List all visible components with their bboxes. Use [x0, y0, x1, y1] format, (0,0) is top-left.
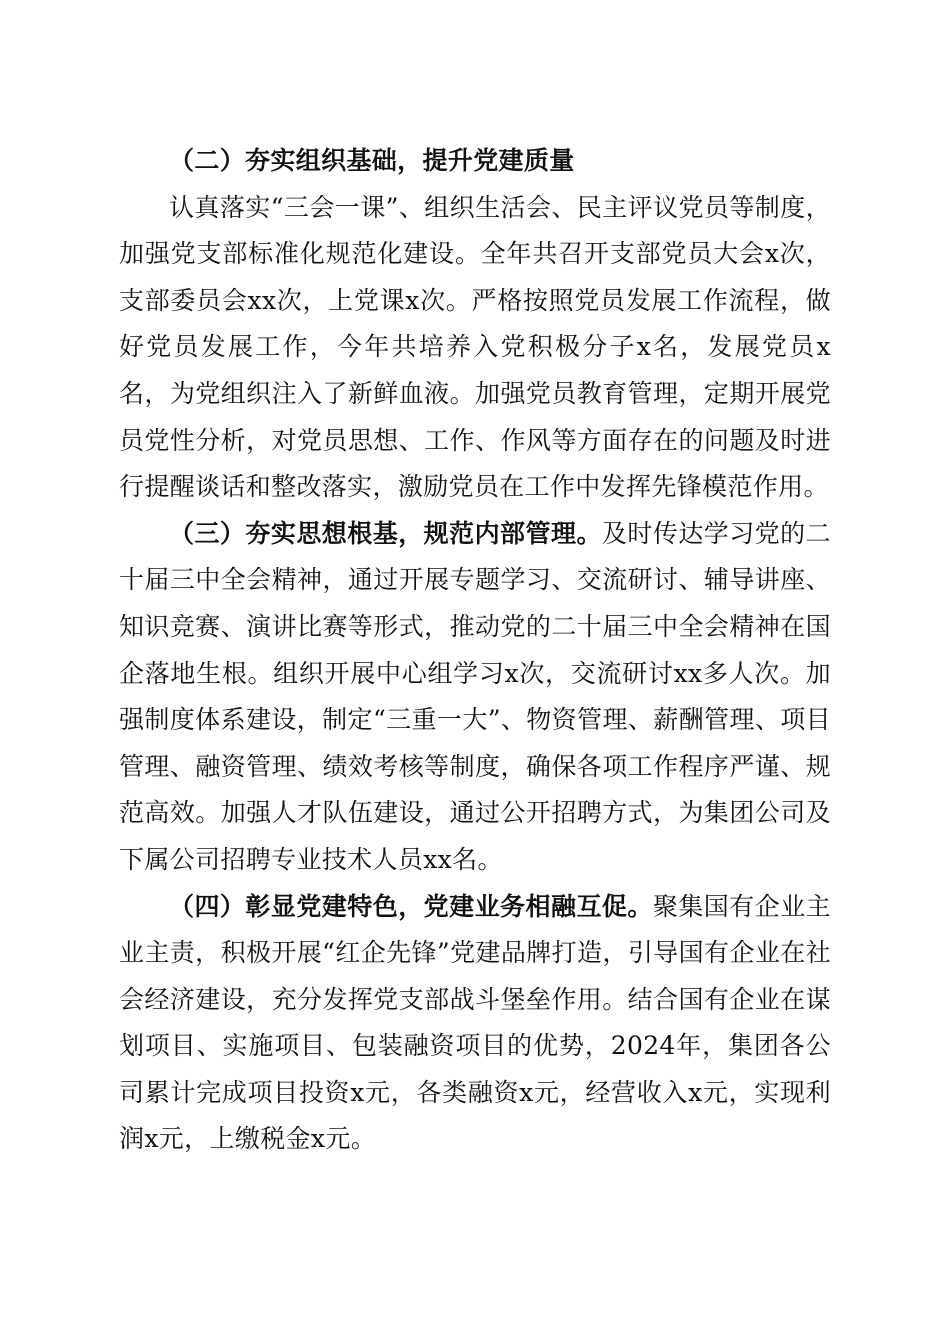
section-body-4: 聚集国有企业主业主责，积极开展“红企先锋”党建品牌打造，引导国有企业在社会经济建设，充分发挥党支部战斗堡垒作用。结合国有企业在谋划项目、实施项目、包装融资项目的优势，2024年，集团各公司累计完成项目投资x元，各类融资x元，经营收入x元，实现利润x元，上缴税金x元。	[119, 891, 832, 1154]
section-paragraph-4	[119, 884, 831, 1164]
section-heading-2: （二）夯实组织基础，提升党建质量	[169, 146, 575, 175]
section-paragraph-3	[119, 511, 831, 884]
document-page	[119, 138, 831, 1163]
section-lead-4: （四）彰显党建特色，党建业务相融互促。	[169, 891, 653, 921]
section-lead-3: （三）夯实思想根基，规范内部管理。	[169, 518, 602, 548]
section-body-3: 及时传达学习党的二十届三中全会精神，通过开展专题学习、交流研讨、辅导讲座、知识竞赛、演讲比赛等形式，推动党的二十届三中全会精神在国企落地生根。组织开展中心组学习x次，交流研讨xx多人次。加强制度体系建设，制定“三重一大”、物资管理、薪酬管理、项目管理、融资管理、绩效考核等制度，确保各项工作程序严谨、规范高效。加强人才队伍建设，通过公开招聘方式，为集团公司及下属公司招聘专业技术人员xx名。	[119, 518, 831, 874]
section-body-2: 认真落实“三会一课”、组织生活会、民主评议党员等制度，加强党支部标准化规范化建设。全年共召开支部党员大会x次，支部委员会xx次，上党课x次。严格按照党员发展工作流程，做好党员发展工作，今年共培养入党积极分子x名，发展党员x名，为党组织注入了新鲜血液。加强党员教育管理，定期开展党员党性分析，对党员思想、工作、作风等方面存在的问题及时进行提醒谈话和整改落实，激励党员在工作中发挥先锋模范作用。	[119, 192, 831, 502]
